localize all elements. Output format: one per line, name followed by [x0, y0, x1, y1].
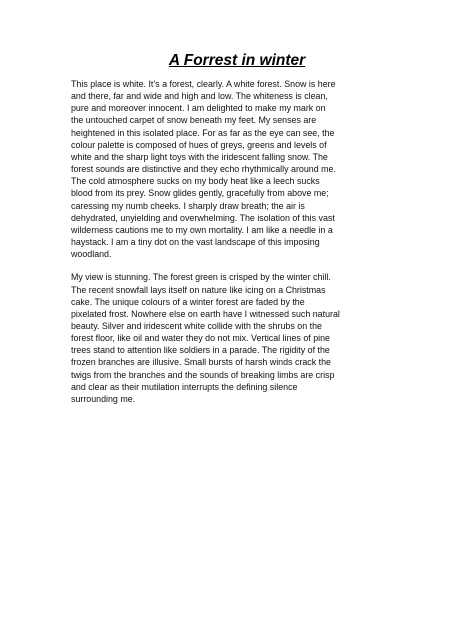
text-line: wilderness cautions me to my own mortality. I am like a needle in a — [71, 224, 333, 235]
text-line: beauty. Silver and iridescent white collide with the shrubs on the — [71, 320, 322, 331]
text-line: surrounding me. — [71, 393, 136, 404]
text-line: white and the sharp light toys with the iridescent falling snow. The — [71, 151, 328, 162]
paragraph-1 — [71, 78, 371, 260]
text-line: pixelated frost. Nowhere else on earth have I witnessed such natural — [71, 308, 340, 319]
text-line: trees stand to attention like soldiers in a parade. The rigidity of the — [71, 345, 330, 356]
text-line: cake. The unique colours of a winter forest are faded by the — [71, 296, 305, 307]
text-line: The cold atmosphere sucks on my body heat like a leech sucks — [71, 176, 320, 187]
text-line: colour palette is composed of hues of greys, greens and levels of — [71, 139, 327, 150]
text-line: caressing my numb cheeks. I sharply draw breath; the air is — [71, 200, 305, 211]
text-line: forest sounds are distinctive and they echo rhythmically around me. — [71, 164, 336, 175]
text-line: twigs from the branches and the sounds of breaking limbs are crisp — [71, 369, 335, 380]
text-line: and clear as their mutilation interrupts the defining silence — [71, 381, 298, 392]
document-title: A Forrest in winter — [168, 52, 306, 69]
paragraph-2 — [71, 271, 371, 405]
text-line: and there, far and wide and high and low. The whiteness is clean, — [71, 91, 328, 102]
text-line: forest floor, like oil and water they do not mix. Vertical lines of pine — [71, 333, 330, 344]
text-line: dehydrated, unyielding and overwhelming. The isolation of this vast — [71, 212, 335, 223]
text-line: heightened in this isolated place. For as far as the eye can see, the — [71, 127, 335, 138]
document-body — [71, 78, 371, 416]
text-line: pure and moreover innocent. I am delighted to make my mark on — [71, 103, 326, 114]
text-line: frozen branches are illusive. Small bursts of harsh winds crack the — [71, 357, 331, 368]
text-line: blood from its prey. Snow glides gently, gracefully from above me; — [71, 188, 329, 199]
text-line: My view is stunning. The forest green is crisped by the winter chill. — [71, 272, 331, 283]
text-line: woodland. — [71, 249, 112, 260]
text-line: This place is white. It’s a forest, clearly. A white forest. Snow is here — [71, 79, 336, 89]
text-line: haystack. I am a tiny dot on the vast landscape of this imposing — [71, 237, 320, 248]
text-line: The recent snowfall lays itself on nature like icing on a Christmas — [71, 284, 326, 295]
text-line: the untouched carpet of snow beneath my feet. My senses are — [71, 115, 317, 126]
